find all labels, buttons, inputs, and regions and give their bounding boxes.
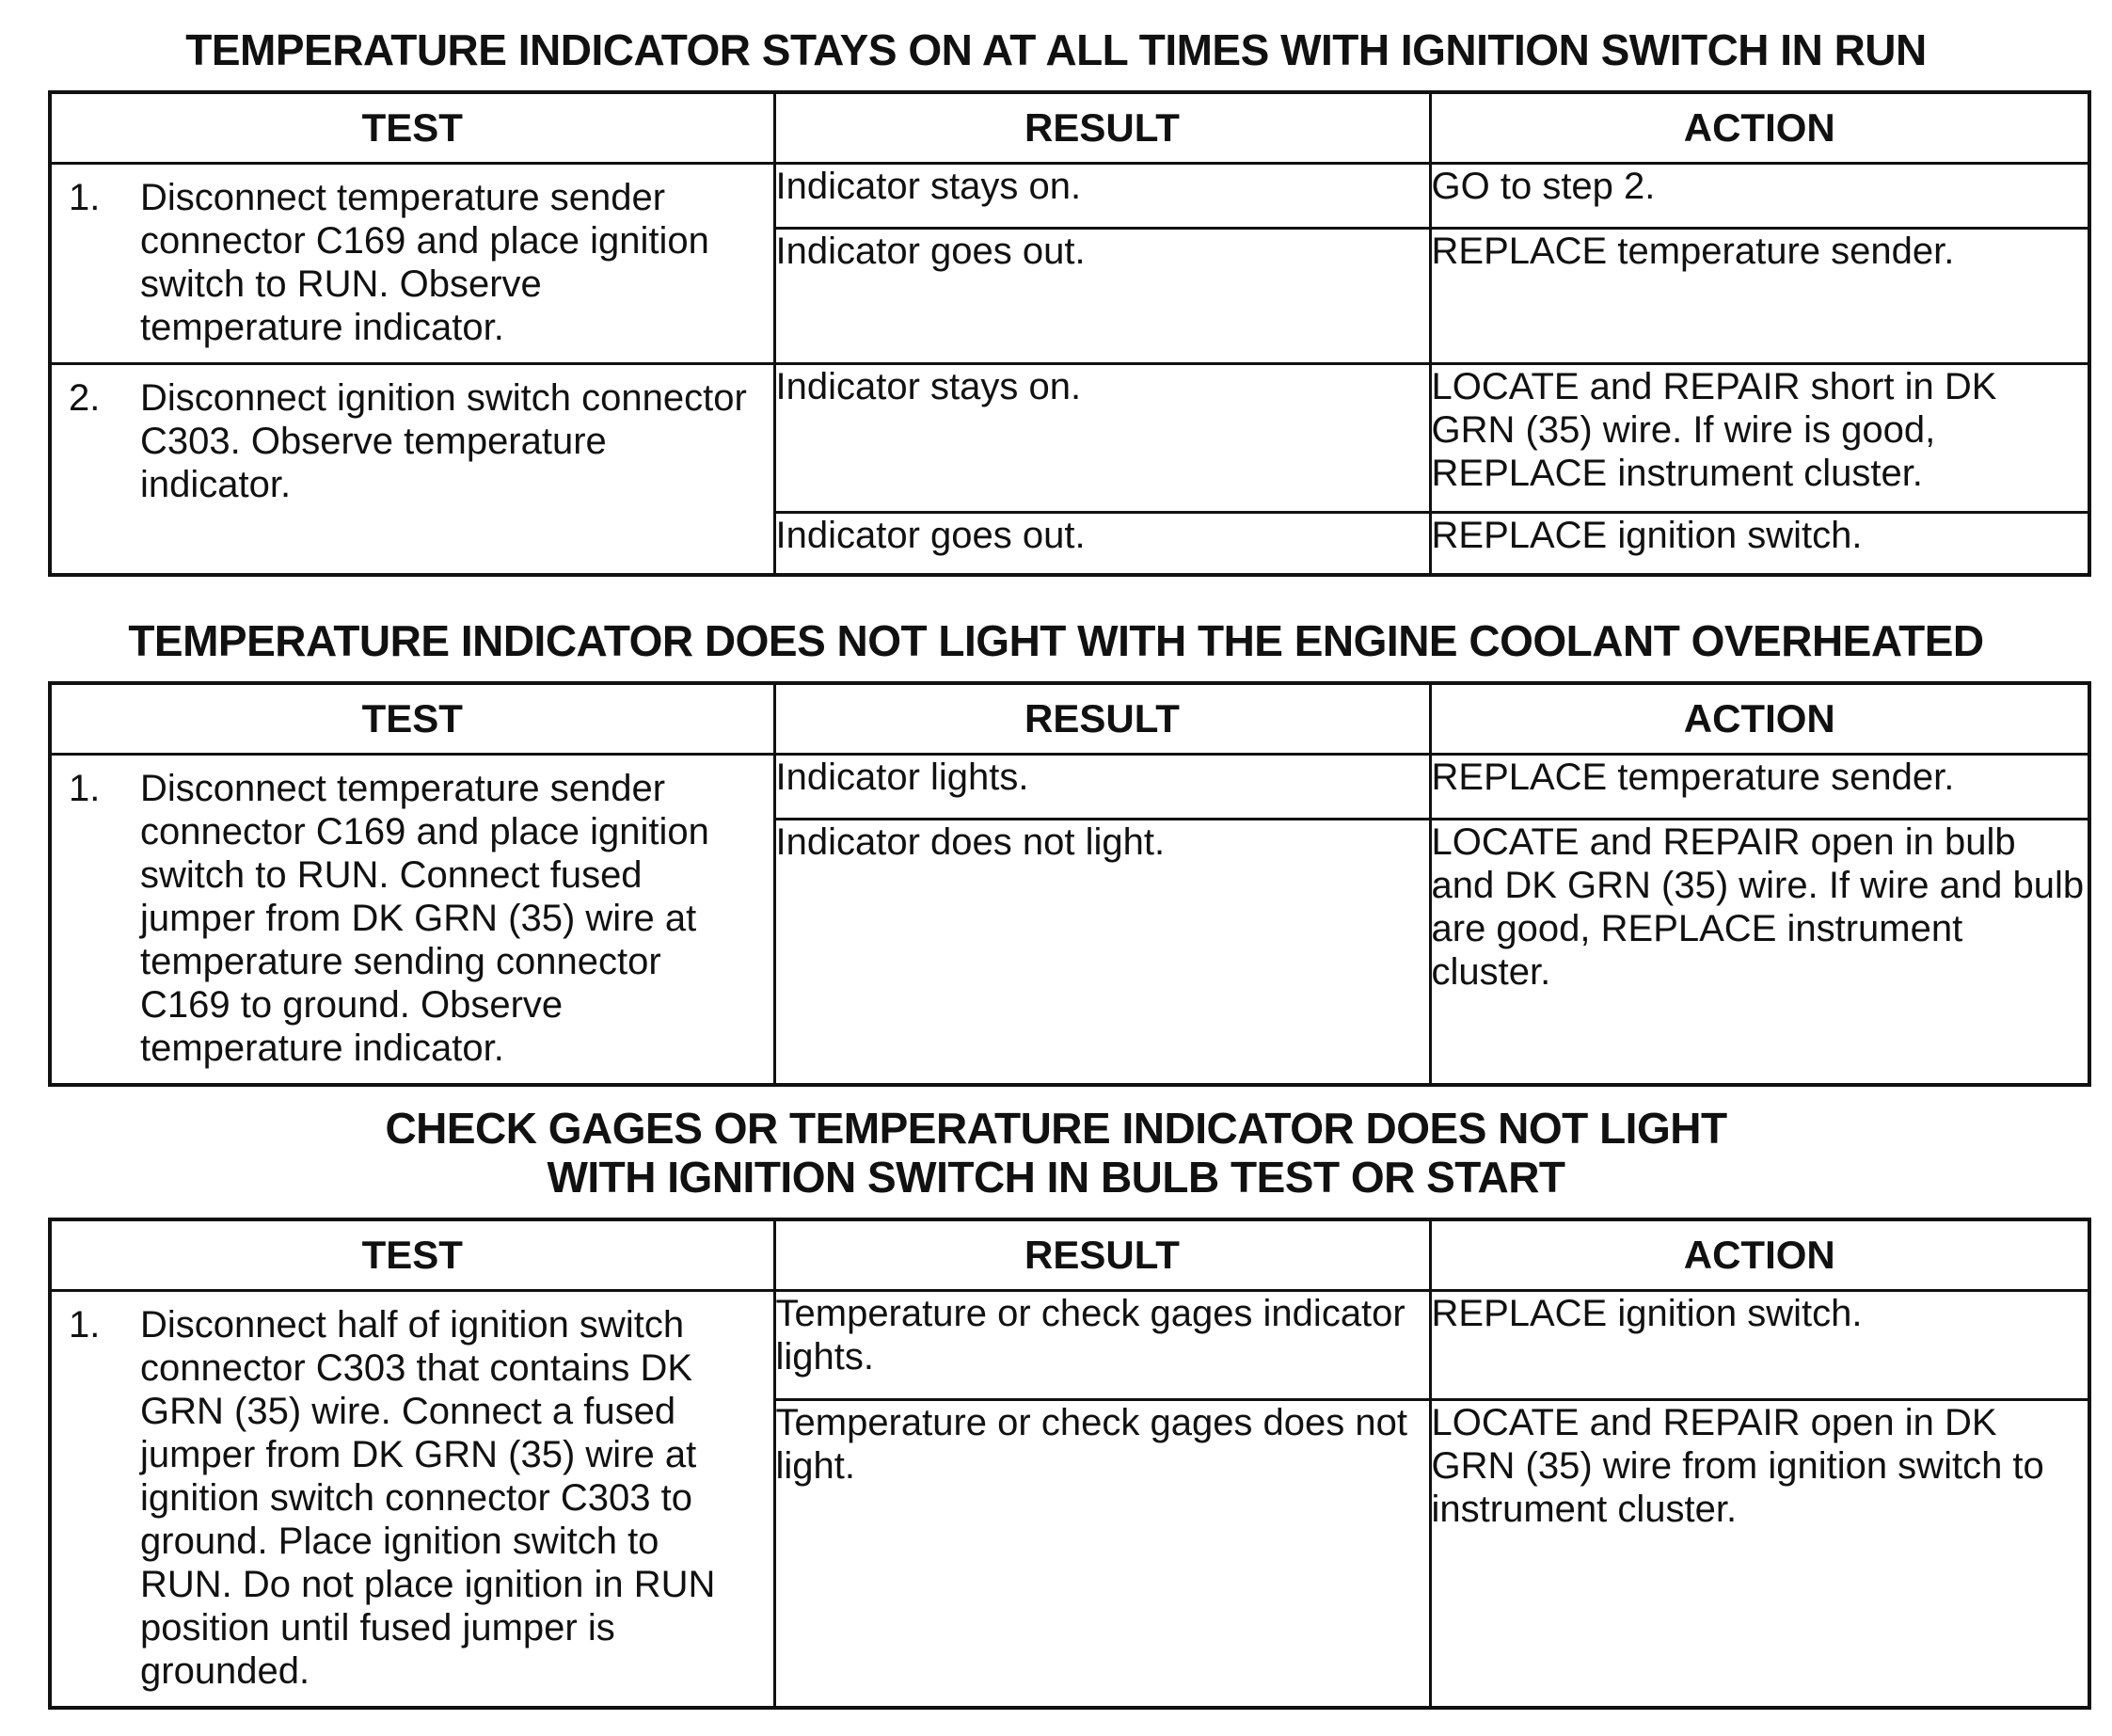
test-instruction: Disconnect temperature sender connector C169 and place ignition switch to RUN. Observe temperature indicator. [140, 177, 709, 348]
step-number: 2. [69, 377, 101, 419]
result-column-header: RESULT [774, 92, 1430, 164]
action-cell: LOCATE and REPAIR open in DK GRN (35) wire from ignition switch to instrument cluster. [1430, 1400, 2089, 1708]
test-instruction: Disconnect ignition switch connector C303. Observe temperature indicator. [140, 377, 747, 505]
test-column-header: TEST [50, 92, 774, 164]
action-column-header: ACTION [1430, 683, 2089, 755]
result-cell: Indicator goes out. [774, 513, 1430, 575]
action-cell: REPLACE ignition switch. [1430, 1291, 2089, 1400]
table-row [50, 364, 2089, 513]
result-cell: Indicator does not light. [774, 820, 1430, 1085]
action-column-header: ACTION [1430, 1219, 2089, 1291]
test-step-cell [50, 1291, 774, 1709]
test-instruction: Disconnect half of ignition switch connector C303 that contains DK GRN (35) wire. Connect a fused jumper from DK GRN (35) wire at ignition switch connector C303 to ground. Place ignition switch to RUN. Do not place ignition in RUN position until fused jumper is grounded. [140, 1304, 716, 1692]
action-cell: LOCATE and REPAIR open in bulb and DK GRN (35) wire. If wire and bulb are good, REPLACE instrument cluster. [1430, 820, 2089, 1085]
test-column-header: TEST [50, 1219, 774, 1291]
action-cell: REPLACE ignition switch. [1430, 513, 2089, 575]
test-instruction: Disconnect temperature sender connector C169 and place ignition switch to RUN. Connect fused jumper from DK GRN (35) wire at temperature sending connector C169 to ground. Observe temperature indicator. [140, 768, 709, 1069]
step-number: 1. [69, 1304, 101, 1346]
action-column-header: ACTION [1430, 92, 2089, 164]
result-cell: Indicator goes out. [774, 228, 1430, 363]
test-column-header: TEST [50, 683, 774, 755]
step-number: 1. [69, 768, 101, 809]
action-cell: LOCATE and REPAIR short in DK GRN (35) wire. If wire is good, REPLACE instrument cluster. [1430, 364, 2089, 513]
result-cell: Indicator stays on. [774, 364, 1430, 513]
table-header-row [50, 683, 2089, 755]
result-column-header: RESULT [774, 1219, 1430, 1291]
section-1-table [48, 90, 2091, 577]
section-3-title-line-2: WITH IGNITION SWITCH IN BULB TEST OR START [547, 1153, 1565, 1202]
action-cell: REPLACE temperature sender. [1430, 755, 2089, 820]
section-2-title: TEMPERATURE INDICATOR DOES NOT LIGHT WITH THE ENGINE COOLANT OVERHEATED [128, 616, 1984, 665]
table-row [50, 164, 2089, 229]
test-step-cell [50, 164, 774, 364]
result-column-header: RESULT [774, 683, 1430, 755]
result-cell: Temperature or check gages indicator lights. [774, 1291, 1430, 1400]
section-2-table [48, 681, 2091, 1087]
result-cell: Temperature or check gages does not light. [774, 1400, 1430, 1708]
section-3-title-line-1: CHECK GAGES OR TEMPERATURE INDICATOR DOES NOT LIGHT [385, 1104, 1727, 1153]
test-step-cell [50, 364, 774, 575]
step-number: 1. [69, 177, 101, 218]
table-header-row [50, 92, 2089, 164]
section-3-table [48, 1218, 2091, 1710]
section-1-title: TEMPERATURE INDICATOR STAYS ON AT ALL TIMES WITH IGNITION SWITCH IN RUN [185, 25, 1927, 74]
table-row [50, 1291, 2089, 1400]
action-cell: GO to step 2. [1430, 164, 2089, 229]
test-step-cell [50, 755, 774, 1086]
result-cell: Indicator lights. [774, 755, 1430, 820]
action-cell: REPLACE temperature sender. [1430, 228, 2089, 363]
table-header-row [50, 1219, 2089, 1291]
table-row [50, 755, 2089, 820]
result-cell: Indicator stays on. [774, 164, 1430, 229]
